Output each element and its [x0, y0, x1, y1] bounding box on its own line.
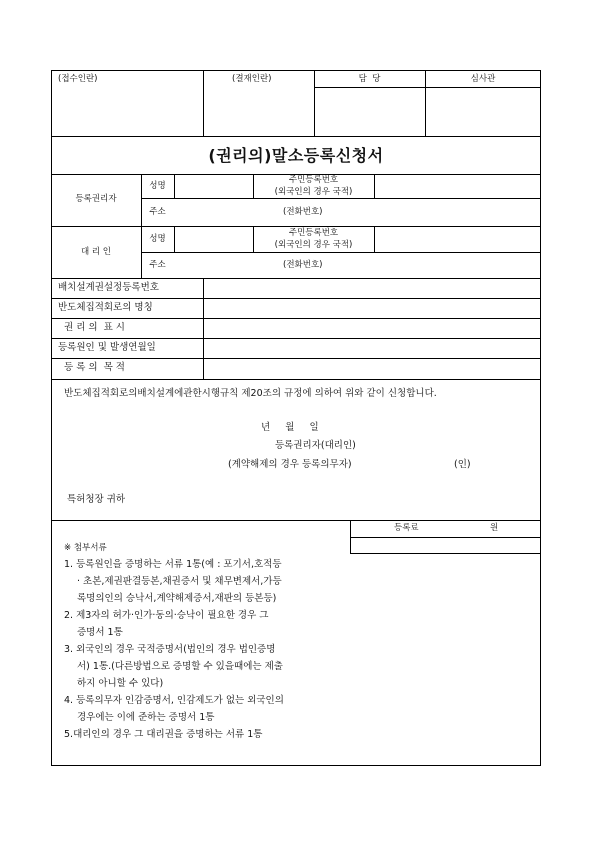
- receipt-stamp-label: (접수인란): [58, 74, 98, 84]
- approval-stamp-label: (결재인란): [232, 74, 272, 84]
- holder-name-field[interactable]: [175, 175, 252, 197]
- list-item: 하지 아니할 수 있다): [77, 678, 164, 689]
- circuit-name-label: 반도체집적회로의 명칭: [58, 302, 153, 313]
- addressee: 특허청장 귀하: [67, 494, 126, 505]
- in-charge-signature-box[interactable]: [315, 88, 424, 135]
- attachments-list: [64, 556, 346, 743]
- holder-address-label: 주소: [149, 207, 166, 217]
- grid-line: [350, 553, 541, 554]
- list-item: 3. 외국인의 경우 국적증명서(법인의 경우 법인증명: [64, 644, 276, 655]
- right-indication-label: 권 리 의 표 시: [64, 322, 125, 333]
- divider: [51, 520, 541, 521]
- agent-id-field[interactable]: [375, 227, 540, 251]
- grid-line: [51, 379, 541, 380]
- list-item: 1. 등록원인을 증명하는 서류 1통(예 : 포기서,호적등: [64, 559, 282, 570]
- agent-address-label: 주소: [149, 260, 166, 270]
- obligor-label: (계약해제의 경우 등록의무자): [228, 459, 352, 470]
- agent-id-label: 주민등록번호: [288, 228, 339, 238]
- agent-phone-label: (전화번호): [283, 260, 323, 270]
- holder-address-field[interactable]: [175, 199, 540, 225]
- cause-date-field[interactable]: [204, 339, 540, 357]
- agent-section-label: 대 리 인: [80, 247, 112, 257]
- holder-phone-label: (전화번호): [283, 207, 323, 217]
- attachments-heading: ※ 첨부서류: [64, 543, 107, 553]
- list-item: 록명의인의 승낙서,계약해제증서,재판의 등본등): [77, 593, 277, 604]
- in-charge-label: 담 당: [358, 74, 381, 84]
- divider: [51, 136, 541, 137]
- examiner-signature-box[interactable]: [426, 88, 540, 135]
- list-item: · 초본,제권판결등본,채권증서 및 채무변제서,가등: [77, 576, 282, 587]
- header-divider: [203, 70, 204, 136]
- holder-id-label-note: (외국인의 경우 국적): [274, 187, 353, 197]
- right-indication-field[interactable]: [204, 319, 540, 337]
- fee-unit: 원: [490, 523, 499, 533]
- list-item: 서) 1통.(다른방법으로 증명할 수 있을때에는 제출: [77, 661, 283, 672]
- list-item: 2. 제3자의 허가·인가·동의·승낙이 필요한 경우 그: [64, 610, 269, 621]
- applicant-label: 등록권리자(대리인): [275, 440, 356, 451]
- seal-mark: (인): [454, 459, 471, 470]
- circuit-name-field[interactable]: [204, 299, 540, 317]
- examiner-label: 심사관: [470, 74, 496, 84]
- holder-id-label: 주민등록번호: [288, 175, 339, 185]
- page-title: (권리의)말소등록신청서: [208, 146, 384, 165]
- purpose-field[interactable]: [204, 359, 540, 378]
- list-item: 4. 등록의무자 인감증명서, 인감제도가 없는 외국인의: [64, 695, 284, 706]
- holder-name-label: 성명: [149, 181, 166, 191]
- agent-address-field[interactable]: [175, 253, 540, 277]
- purpose-label: 등 록 의 목 적: [64, 362, 125, 373]
- registration-number-field[interactable]: [204, 279, 540, 297]
- holder-section-label: 등록권리자: [75, 194, 117, 204]
- list-item: 증명서 1통: [77, 627, 123, 638]
- fee-stamp-area[interactable]: [351, 538, 540, 552]
- agent-name-label: 성명: [149, 234, 166, 244]
- list-item: 5.대리인의 경우 그 대리권을 증명하는 서류 1통: [64, 729, 263, 740]
- agent-name-field[interactable]: [175, 227, 252, 251]
- holder-id-field[interactable]: [375, 175, 540, 197]
- list-item: 경우에는 이에 준하는 증명서 1통: [77, 712, 215, 723]
- agent-id-label-note: (외국인의 경우 국적): [274, 240, 353, 250]
- registration-number-label: 배치설계권설정등록번호: [58, 282, 159, 293]
- fee-label: 등록료: [394, 523, 419, 533]
- declaration-statement: 반도체집적회로의배치설계에관한시행규칙 제20조의 규정에 의하여 위와 같이 신청합니다.: [64, 388, 437, 399]
- application-date: 년 월 일: [261, 422, 319, 433]
- cause-date-label: 등록원인 및 발생연월일: [58, 342, 156, 353]
